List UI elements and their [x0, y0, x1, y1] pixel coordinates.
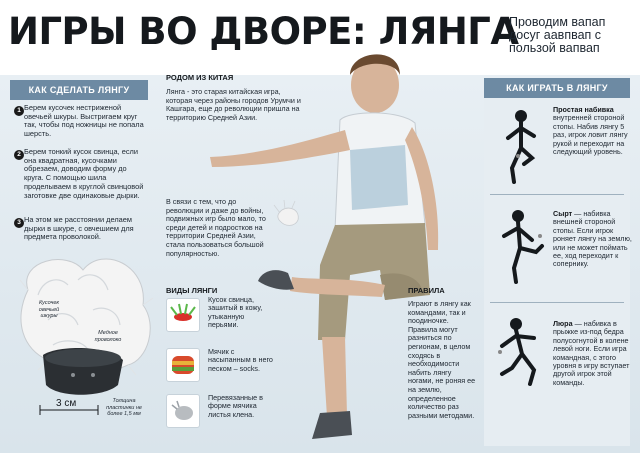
move-simple-text — [553, 106, 633, 156]
move-simple-description: внутренней стороной стопы. Набив лянгу 5 раз, игрок ловит лянгу рукой и переходит на следующий уровень. — [553, 113, 628, 157]
move-syrt-description: — набивка внешней стороной стопы. Если игрок роняет лянгу на землю, или не может поймать ее, ход переходит к сопернику. — [553, 209, 632, 269]
flying-lyanga-icon — [274, 200, 298, 225]
figure-lyura-kick-icon — [494, 312, 548, 392]
lead-disc-icon — [43, 348, 123, 395]
section-heading-how-to-make: КАК СДЕЛАТЬ ЛЯНГУ — [10, 80, 148, 100]
rules-text: Играют в лянгу как командами, так и поодиночке. Правила могут разниться по регионам, в целом сходясь в необходимости набить лянгу ногами, не роняя ее на землю, определенное количество раз разными методами. — [408, 299, 476, 420]
page-subtitle: Проводим вапап досуг аавпвап с пользой вапвап — [509, 15, 606, 55]
step-text-2: Берем тонкий кусок свинца, если она квадратная, кусочками обрезаем, доводим форму до круга. С помощью шила проделываем в круглой свинцовой заготовке две одинаковые дырки. — [24, 147, 144, 200]
origin-text-2: В связи с тем, что до революции и даже до войны, подвижных игр было мало, то среди детей и подростков на территории Средней Азии, стала пользоваться большой популярностью. — [166, 197, 266, 258]
move-syrt-text — [553, 210, 633, 269]
type-text-1: Кусок свинца, зашитый в кожу, утыканную перьями. — [208, 295, 263, 330]
figure-syrt-kick-icon — [494, 206, 548, 286]
step-text-3: На этом же расстоянии делаем дырки в шкуре, с овчешием для предмета проволокой. — [24, 215, 134, 242]
rules-heading: ПРАВИЛА — [408, 286, 445, 295]
step-text-1: Берем кусочек нестриженой овечьей шкуры. Выстригаем круг так, чтобы под ножницы не попала шерсть. — [24, 103, 144, 139]
size-annotation: 3 см — [56, 398, 77, 409]
move-simple-name: Простая набивка — [553, 105, 614, 114]
origin-text-1: Лянга - это старая китайская игра, которая через районы городов Урумчи и Кашгара, еще до революции пришла на территорию Средней Азии. — [166, 87, 301, 122]
type-text-3: Перевязанные в форме мячика листья клена. — [208, 393, 263, 419]
feather-lyanga-icon — [167, 299, 199, 331]
move-lyura-text — [553, 320, 633, 387]
move-lyura-description: — набивка в прыжке из-под бедра полусогнутой в колене левой ноги. Если игра командная, с этого уровня в игру вступает другой игрок этой команды. — [553, 319, 630, 387]
fur-annotation: Кусочек овечьей шкуры — [38, 300, 60, 319]
step-number-2: 2 — [14, 150, 24, 160]
section-heading-how-to-play: КАК ИГРАТЬ В ЛЯНГУ — [484, 78, 630, 98]
leaf-lyanga-thumbnail — [166, 394, 200, 428]
page-title: ИГРЫ ВО ДВОРЕ: ЛЯНГА — [8, 10, 519, 53]
move-syrt-name: Сырт — [553, 209, 573, 218]
type-text-2: Мячик с насыпанным в него песком – socks. — [208, 347, 273, 373]
feather-lyanga-thumbnail — [166, 298, 200, 332]
wire-annotation: Медное проволоко — [94, 330, 122, 343]
sack-lyanga-icon — [167, 349, 199, 381]
thickness-annotation: Толщина пластинки не более 1,5 мм — [106, 398, 142, 417]
move-divider-1 — [490, 194, 624, 195]
step-number-3: 3 — [14, 218, 24, 228]
types-heading: ВИДЫ ЛЯНГИ — [166, 286, 218, 295]
move-lyura-name: Люра — [553, 319, 573, 328]
origin-heading: РОДОМ ИЗ КИТАЯ — [166, 73, 234, 82]
figure-simple-kick-icon — [494, 106, 548, 186]
move-divider-2 — [490, 302, 624, 303]
sack-lyanga-thumbnail — [166, 348, 200, 382]
leaf-lyanga-icon — [167, 395, 199, 427]
step-number-1: 1 — [14, 106, 24, 116]
